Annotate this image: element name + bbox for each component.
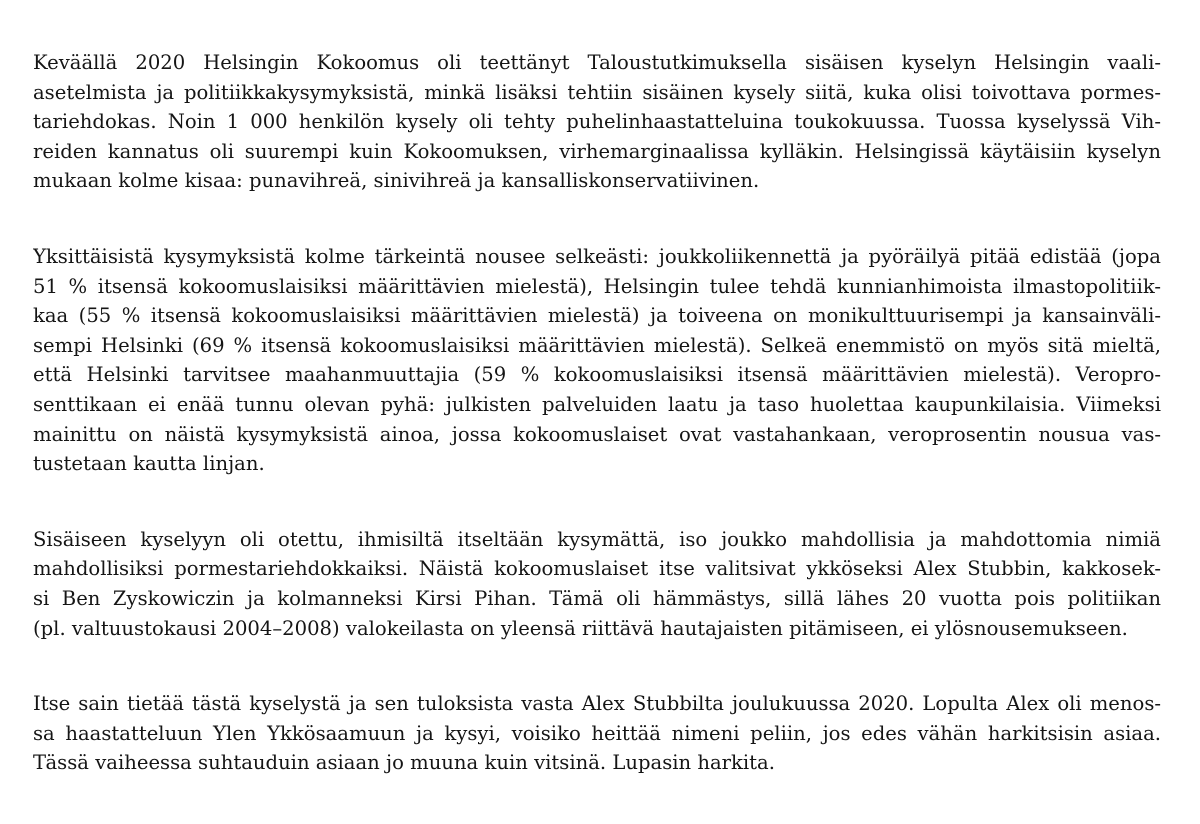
text-line: (pl. valtuustokausi 2004–2008) valokeilasta on yleensä riittävä hautajaisten pitämiseen, ei ylösnousemukseen. (33, 616, 1128, 640)
document-page (33, 48, 1161, 824)
text-line: Itse sain tietää tästä kyselystä ja sen tuloksista vasta Alex Stubbilta joulukuussa 2020. Lopulta Alex oli menos- (33, 692, 1161, 716)
text-line: sempi Helsinki (69 % itsensä kokoomuslaisiksi määrittävien mielestä). Selkeä enemmistö on myös sitä mieltä, (33, 333, 1161, 357)
paragraph-4 (33, 689, 1161, 778)
text-line: si Ben Zyskowiczin ja kolmanneksi Kirsi Pihan. Tämä oli hämmästys, sillä lähes 20 vuotta pois politiikan (33, 586, 1161, 610)
text-line: mahdollisiksi pormestariehdokkaiksi. Näistä kokoomuslaiset itse valitsivat ykköseksi Alex Stubbin, kakkosek- (33, 557, 1161, 581)
text-line: mainittu on näistä kysymyksistä ainoa, jossa kokoomuslaiset ovat vastahankaan, veroprosentin nousua vas- (33, 422, 1161, 446)
text-line: Yksittäisistä kysymyksistä kolme tärkeintä nousee selkeästi: joukkoliikennettä ja pyöräilyä pitää edistää (jopa (33, 244, 1161, 268)
text-line: kaa (55 % itsensä kokoomuslaisiksi määrittävien mielestä) ja toiveena on monikulttuurisempi ja kansainväli- (33, 304, 1161, 328)
text-line: tustetaan kautta linjan. (33, 452, 265, 476)
text-line: sa haastatteluun Ylen Ykkösaamuun ja kysyi, voisiko heittää nimeni peliin, jos edes vähän harkitsisin asiaa. (33, 721, 1161, 745)
text-line: 51 % itsensä kokoomuslaisiksi määrittävien mielestä), Helsingin tulee tehdä kunnianhimoista ilmastopolitiik- (33, 274, 1161, 298)
text-line: reiden kannatus oli suurempi kuin Kokoomuksen, virhemarginaalissa kylläkin. Helsingissä käytäisiin kyselyn (33, 139, 1161, 163)
text-line: Sisäiseen kyselyyn oli otettu, ihmisiltä itseltään kysymättä, iso joukko mahdollisia ja mahdottomia nimiä (33, 527, 1161, 551)
paragraph-2 (33, 242, 1161, 479)
text-line: Keväällä 2020 Helsingin Kokoomus oli teettänyt Taloustutkimuksella sisäisen kyselyn Helsingin vaali- (33, 51, 1161, 74)
text-line: Tässä vaiheessa suhtauduin asiaan jo muuna kuin vitsinä. Lupasin harkita. (33, 751, 775, 775)
text-line: senttikaan ei enää tunnu olevan pyhä: julkisten palveluiden laatu ja taso huolettaa kaupunkilaisia. Viimeksi (33, 392, 1161, 416)
paragraph-1 (33, 48, 1161, 196)
text-line: asetelmista ja politiikkakysymyksistä, minkä lisäksi tehtiin sisäinen kysely siitä, kuka olisi toivottava pormes- (33, 80, 1161, 104)
text-line: tariehdokas. Noin 1 000 henkilön kysely oli tehty puhelinhaastatteluina toukokuussa. Tuossa kyselyssä Vih- (33, 110, 1161, 134)
paragraph-3 (33, 525, 1161, 643)
text-line: mukaan kolme kisaa: punavihreä, sinivihreä ja kansalliskonservatiivinen. (33, 169, 760, 193)
text-line: että Helsinki tarvitsee maahanmuuttajia (59 % kokoomuslaisiksi itsensä määrittävien mielestä). Veropro- (33, 363, 1161, 387)
